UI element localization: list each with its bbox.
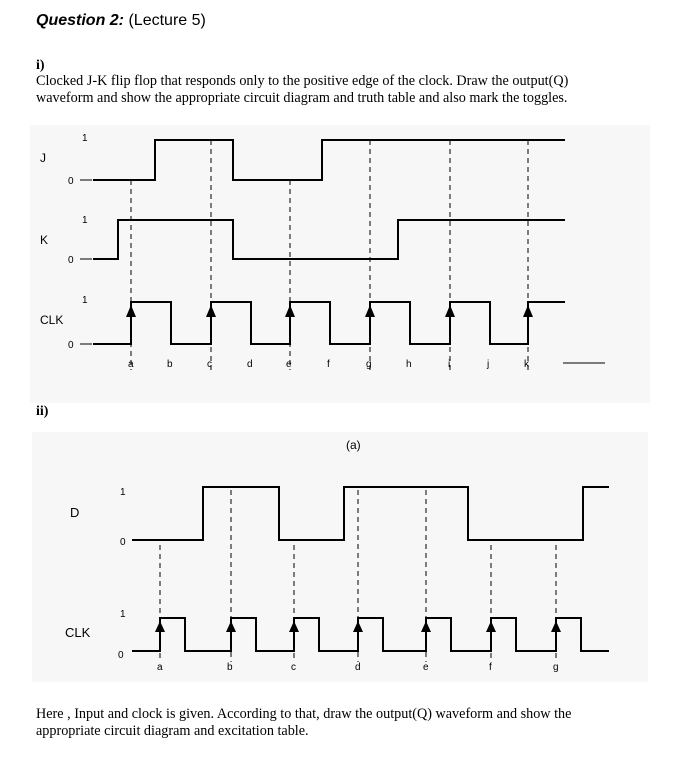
question-heading: [36, 12, 206, 30]
tick-label-i: i: [448, 359, 451, 370]
figure-label: (a): [346, 438, 361, 452]
part-ii-description: [36, 706, 666, 740]
k-level-0: 0: [68, 255, 74, 266]
k-level-1: 1: [82, 215, 88, 226]
d-timing-diagram: [0, 432, 682, 684]
j-level-0: 0: [68, 176, 74, 187]
lecture-reference: (Lecture 5): [128, 12, 206, 29]
d-level-1: 1: [120, 487, 126, 498]
d-tick-label-g: g: [553, 662, 559, 673]
d-tick-label-d: d: [355, 662, 361, 673]
tick-label-j: j: [487, 359, 490, 370]
tick-label-e: e: [286, 359, 292, 370]
tick-label-f: f: [327, 359, 330, 370]
clk-level-1: 1: [82, 295, 88, 306]
tick-label-a: a: [128, 359, 134, 370]
tick-label-d: d: [247, 359, 253, 370]
tick-label-g: g: [366, 359, 372, 370]
j-signal-label: J: [40, 151, 46, 165]
d-clk-level-0: 0: [118, 650, 124, 661]
k-signal-label: K: [40, 233, 49, 247]
clk-signal-label: CLK: [40, 313, 64, 327]
d-level-0: 0: [120, 537, 126, 548]
tick-label-h: h: [406, 359, 412, 370]
clk-level-0: 0: [68, 340, 74, 351]
j-level-1: 1: [82, 133, 88, 144]
d-tick-label-a: a: [157, 662, 163, 673]
part-ii-text-line-1: Here , Input and clock is given. According to that, draw the output(Q) waveform and show the: [36, 706, 572, 722]
d-clk-level-1: 1: [120, 609, 126, 620]
d-tick-label-b: b: [227, 662, 233, 673]
tick-label-k: k: [524, 359, 529, 370]
d-signal-label: D: [70, 505, 80, 520]
jk-figure-background: [30, 125, 650, 403]
tick-label-b: b: [167, 359, 173, 370]
part-i-text-line-2: waveform and show the appropriate circuit diagram and truth table and also mark the toggles.: [36, 90, 568, 106]
part-i-description: [36, 73, 666, 107]
d-tick-label-c: c: [291, 662, 296, 673]
d-tick-label-e: e: [423, 662, 429, 673]
part-ii-text-line-2: appropriate circuit diagram and excitation table.: [36, 723, 309, 739]
part-i-text-line-1: Clocked J-K flip flop that responds only to the positive edge of the clock. Draw the output(Q): [36, 73, 569, 89]
question-label: Question 2:: [36, 12, 125, 29]
d-tick-label-f: f: [489, 662, 492, 673]
d-clk-signal-label: CLK: [65, 625, 91, 640]
jk-timing-diagram: [0, 125, 682, 405]
part-i-label: i): [36, 58, 45, 73]
tick-label-c: c: [207, 359, 212, 370]
part-ii-label: ii): [36, 404, 49, 419]
